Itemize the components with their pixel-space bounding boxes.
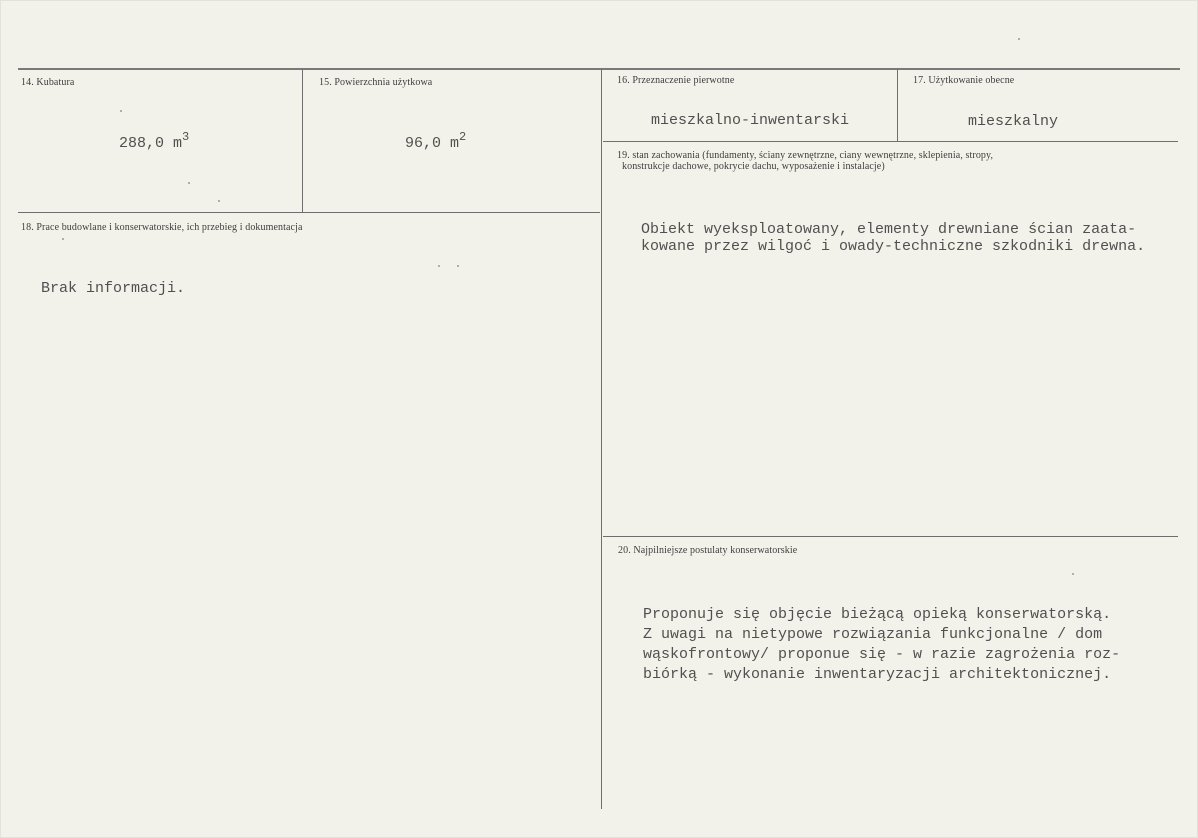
postulaty-value-line-4: biórką - wykonanie inwentaryzacji architektonicznej. bbox=[643, 666, 1112, 683]
powierzchnia-number: 96,0 m bbox=[405, 135, 460, 152]
paper-speck bbox=[1018, 38, 1020, 40]
powierzchnia-label: 15. Powierzchnia użytkowa bbox=[319, 77, 433, 88]
postulaty-label: 20. Najpilniejsze postulaty konserwatorskie bbox=[618, 545, 798, 556]
top-rule bbox=[18, 68, 1180, 70]
stan-zachowania-label-line-2: konstrukcje dachowe, pokrycie dachu, wyposażenie i instalacje) bbox=[622, 161, 885, 172]
stan-zachowania-value-line-1: Obiekt wyeksploatowany, elementy drewniane ścian zaata- bbox=[641, 221, 1137, 238]
divider-14-15 bbox=[302, 69, 303, 212]
paper-speck bbox=[188, 182, 190, 184]
paper-speck bbox=[1072, 573, 1074, 575]
paper-speck bbox=[457, 265, 459, 267]
postulaty-value-line-1: Proponuje się objęcie bieżącą opieką konserwatorską. bbox=[643, 606, 1112, 623]
stan-zachowania-value-line-2: kowane przez wilgoć i owady-techniczne szkodniki drewna. bbox=[641, 238, 1146, 255]
main-column-divider bbox=[601, 69, 602, 809]
postulaty-value-line-2: Z uwagi na nietypowe rozwiązania funkcjonalne / dom bbox=[643, 626, 1103, 643]
postulaty-value-line-3: wąskofrontowy/ proponue się - w razie zagrożenia roz- bbox=[643, 646, 1121, 663]
section19-bottom-rule bbox=[603, 536, 1178, 537]
przeznaczenie-label: 16. Przeznaczenie pierwotne bbox=[617, 75, 735, 86]
paper-speck bbox=[218, 200, 220, 202]
uzytkowanie-value: mieszkalny bbox=[968, 113, 1059, 130]
divider-16-17 bbox=[897, 69, 898, 141]
powierzchnia-unit-sup: 2 bbox=[459, 130, 467, 144]
row1-bottom-rule-right bbox=[603, 141, 1178, 142]
kubatura-number: 288,0 m bbox=[119, 135, 183, 152]
powierzchnia-value bbox=[405, 130, 467, 153]
row1-bottom-rule-left bbox=[18, 212, 600, 213]
paper-speck bbox=[62, 238, 64, 240]
kubatura-label: 14. Kubatura bbox=[21, 77, 75, 88]
uzytkowanie-label: 17. Użytkowanie obecne bbox=[913, 75, 1015, 86]
prace-value: Brak informacji. bbox=[41, 280, 186, 297]
paper-speck bbox=[120, 110, 122, 112]
stan-zachowania-label-line-1: 19. stan zachowania (fundamenty, ściany zewnętrzne, ciany wewnętrzne, sklepienia, stropy, bbox=[617, 150, 994, 161]
kubatura-unit-sup: 3 bbox=[182, 130, 190, 144]
przeznaczenie-value: mieszkalno-inwentarski bbox=[651, 112, 850, 129]
prace-label: 18. Prace budowlane i konserwatorskie, ich przebieg i dokumentacja bbox=[21, 222, 303, 233]
paper-speck bbox=[438, 265, 440, 267]
kubatura-value bbox=[119, 130, 190, 153]
